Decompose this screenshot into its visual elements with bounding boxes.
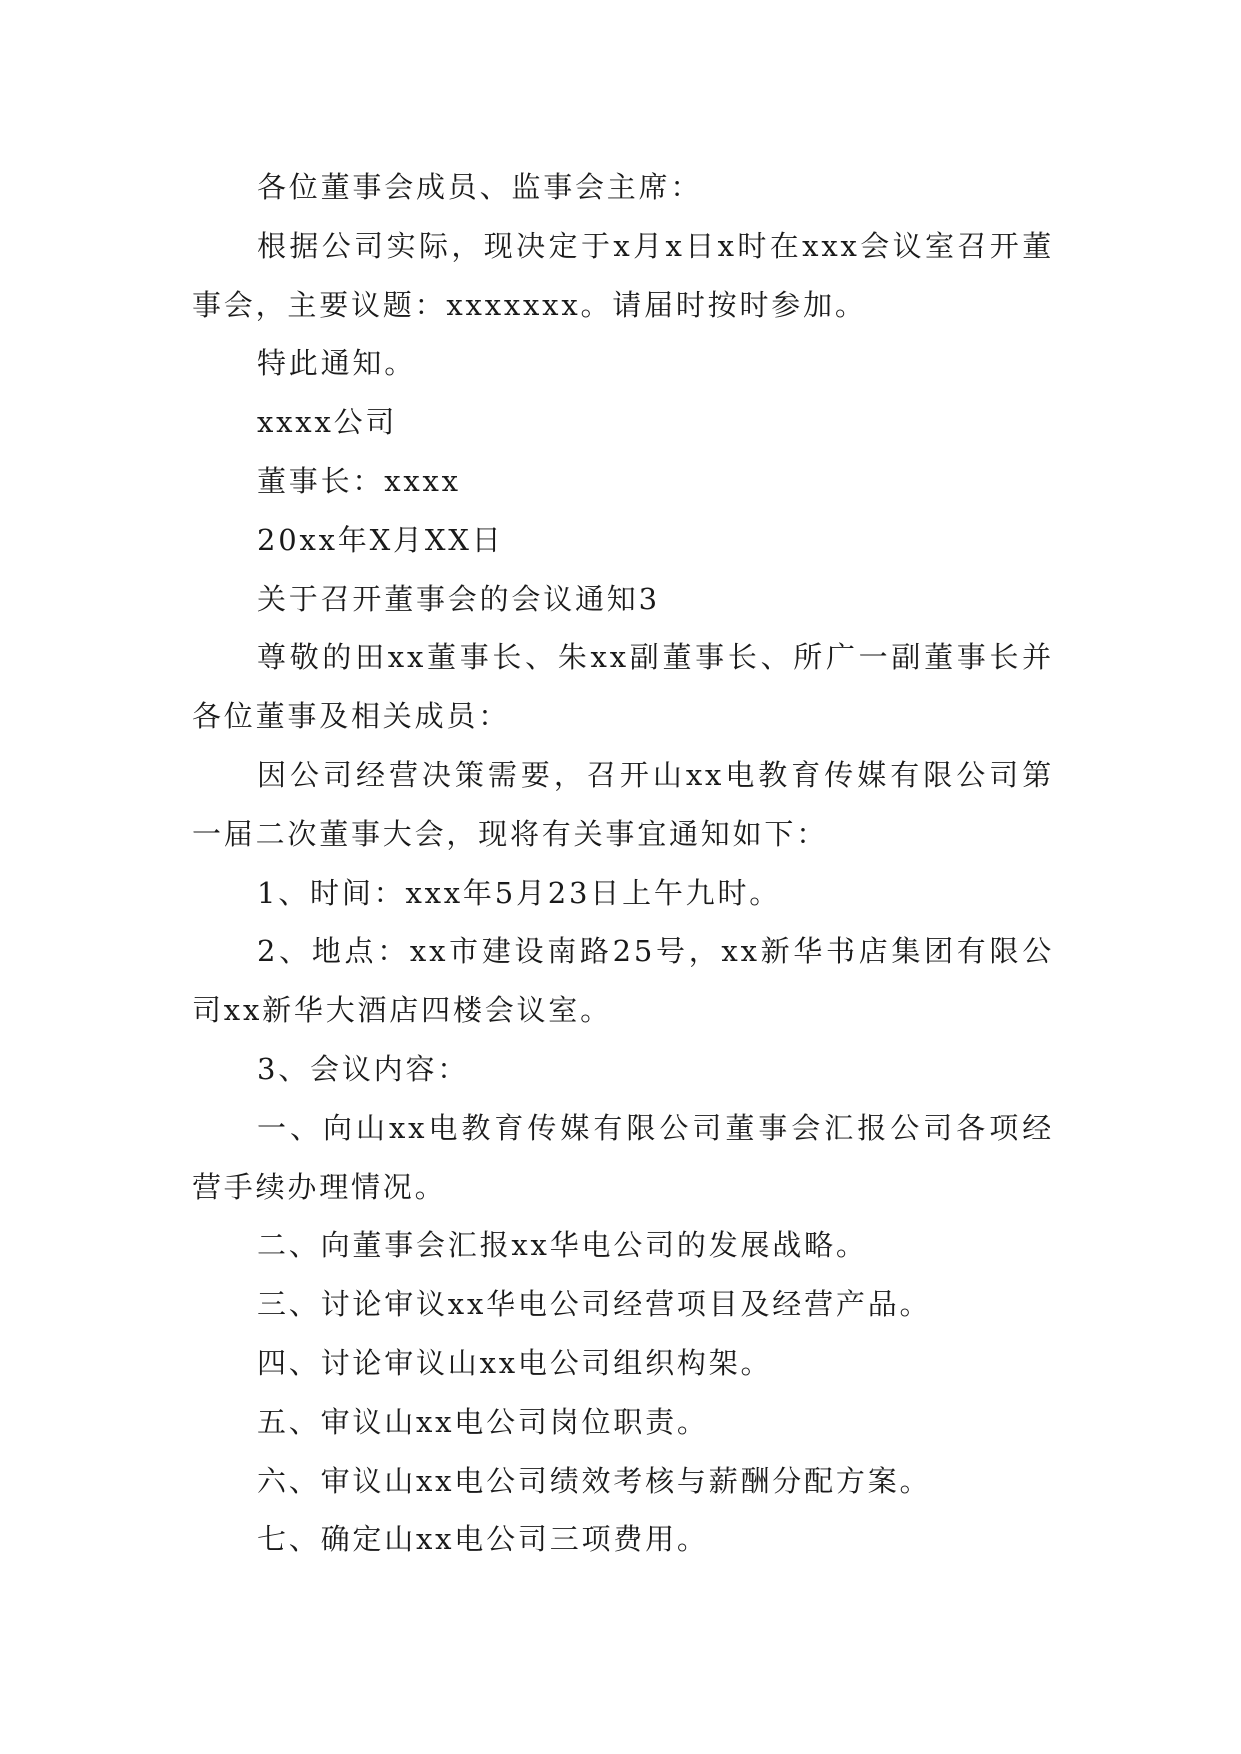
meeting-notice-paragraph: 根据公司实际，现决定于x月x日x时在xxx会议室召开董事会，主要议题：xxxxxxx。请届时按时参加。 <box>192 228 1054 322</box>
meeting-content-heading: 3、会议内容： <box>257 1051 470 1086</box>
salutation: 各位董事会成员、监事会主席： <box>257 170 703 204</box>
agenda-item: 三、讨论审议xx华电公司经营项目及经营产品。 <box>257 1287 932 1322</box>
agenda-item: 五、审议山xx电公司岗位职责。 <box>257 1404 709 1439</box>
agenda-item: 二、向董事会汇报xx华电公司的发展战略。 <box>257 1228 868 1263</box>
agenda-item: 六、审议山xx电公司绩效考核与薪酬分配方案。 <box>257 1463 932 1498</box>
agenda-item: 七、确定山xx电公司三项费用。 <box>257 1522 709 1557</box>
agenda-item: 四、讨论审议山xx电公司组织构架。 <box>257 1345 773 1380</box>
agenda-item: 一、向山xx电教育传媒有限公司董事会汇报公司各项经营手续办理情况。 <box>192 1110 1054 1204</box>
company-name: xxxx公司 <box>257 405 398 440</box>
closing-notice: 特此通知。 <box>257 346 417 381</box>
document-body <box>192 158 1054 1569</box>
chairman-signature: 董事长：xxxx <box>257 463 461 498</box>
meeting-time: 1、时间：xxx年5月23日上午九时。 <box>257 875 782 910</box>
meeting-purpose-paragraph: 因公司经营决策需要，召开山xx电教育传媒有限公司第一届二次董事大会，现将有关事宜通知如下： <box>192 757 1054 851</box>
section-title: 关于召开董事会的会议通知3 <box>257 581 660 616</box>
meeting-location: 2、地点：xx市建设南路25号，xx新华书店集团有限公司xx新华大酒店四楼会议室。 <box>192 934 1054 1028</box>
addressee: 尊敬的田xx董事长、朱xx副董事长、所广一副董事长并各位董事及相关成员： <box>192 640 1054 734</box>
document-date: 20xx年X月XX日 <box>257 522 504 557</box>
